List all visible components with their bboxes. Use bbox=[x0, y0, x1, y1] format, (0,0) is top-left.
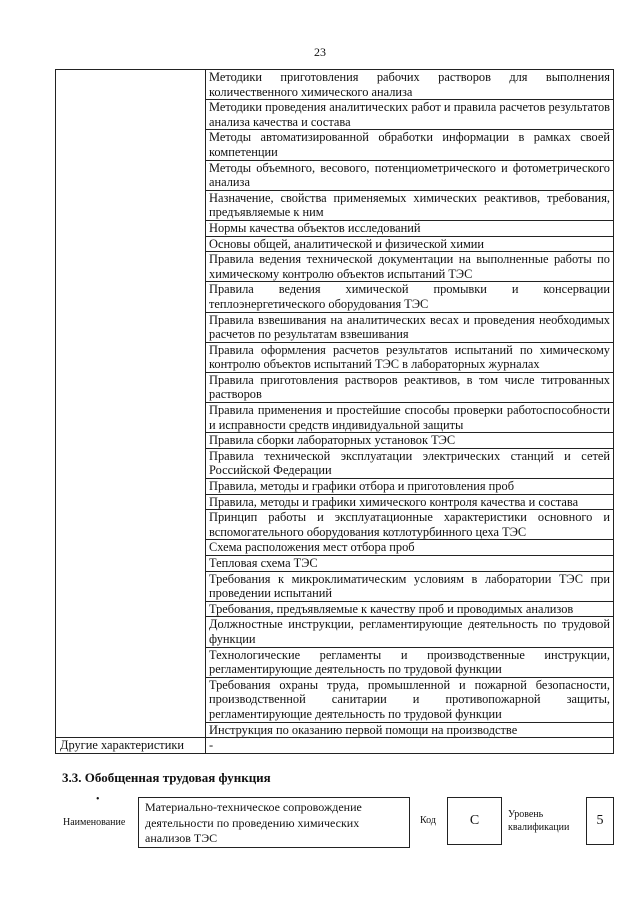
requirement-item: Правила технической эксплуатации электрических станций и сетей Российской Федерации bbox=[206, 448, 614, 478]
requirement-item: Методики проведения аналитических работ и правила расчетов результатов анализа качества и состава bbox=[206, 100, 614, 130]
requirement-item: Правила применения и простейшие способы проверки работоспособности и исправности средств индивидуальной защиты bbox=[206, 403, 614, 433]
requirement-item: Методики приготовления рабочих растворов для выполнения количественного химического анализа bbox=[206, 70, 614, 100]
knowledge-requirements-table bbox=[55, 69, 614, 754]
requirement-item: Инструкция по оказанию первой помощи на производстве bbox=[206, 722, 614, 738]
requirement-item: Методы объемного, весового, потенциометрического и фотометрического анализа bbox=[206, 160, 614, 190]
other-characteristics-row bbox=[56, 738, 614, 754]
requirement-item: Требования, предъявляемые к качеству проб и проводимых анализов bbox=[206, 601, 614, 617]
page-number: 23 bbox=[314, 45, 326, 59]
requirement-item: Правила приготовления растворов реактивов, в том числе титрованных растворов bbox=[206, 372, 614, 402]
requirement-item: Должностные инструкции, регламентирующие деятельность по трудовой функции bbox=[206, 617, 614, 647]
requirement-item: Правила взвешивания на аналитических весах и проведения необходимых расчетов по результатам взвешивания bbox=[206, 312, 614, 342]
knowledge-requirements-body bbox=[56, 70, 614, 754]
requirement-item: Схема расположения мест отбора проб bbox=[206, 540, 614, 556]
requirement-item: Принцип работы и эксплуатационные характеристики основного и вспомогательного оборудования котлотурбинного цеха ТЭС bbox=[206, 510, 614, 540]
function-name-box: Материально-техническое сопровождение деятельности по проведению химических анализов ТЭС bbox=[138, 797, 410, 848]
requirement-row bbox=[56, 70, 614, 100]
requirement-item: Правила сборки лабораторных установок ТЭС bbox=[206, 433, 614, 449]
requirement-item: Требования охраны труда, промышленной и пожарной безопасности, производственной санитарии и противопожарной защиты, регламентирующие деятельность по трудовой функции bbox=[206, 677, 614, 722]
requirement-item: Тепловая схема ТЭС bbox=[206, 556, 614, 572]
requirement-item: Правила оформления расчетов результатов испытаний по химическому контролю объектов испытаний ТЭС в лабораторных журналах bbox=[206, 342, 614, 372]
requirement-item: Требования к микроклиматическим условиям в лаборатории ТЭС при проведении испытаний bbox=[206, 571, 614, 601]
name-label: Наименование bbox=[63, 817, 126, 828]
other-characteristics-label: Другие характеристики bbox=[56, 738, 206, 754]
other-characteristics-value: - bbox=[206, 738, 614, 754]
requirement-item: Основы общей, аналитической и физической химии bbox=[206, 236, 614, 252]
requirement-item: Технологические регламенты и производственные инструкции, регламентирующие деятельность по трудовой функции bbox=[206, 647, 614, 677]
requirement-item: Нормы качества объектов исследований bbox=[206, 220, 614, 236]
code-label: Код bbox=[420, 815, 436, 826]
section-heading: 3.3. Обобщенная трудовая функция bbox=[62, 770, 271, 785]
requirement-item: Правила, методы и графики химического контроля качества и состава bbox=[206, 494, 614, 510]
requirements-label-cell bbox=[56, 70, 206, 738]
requirement-item: Назначение, свойства применяемых химических реактивов, требования, предъявляемые к ним bbox=[206, 190, 614, 220]
requirement-item: Правила ведения технической документации на выполненные работы по химическому контролю объектов испытаний ТЭС bbox=[206, 252, 614, 282]
scan-mark: • bbox=[96, 794, 100, 805]
requirement-item: Правила, методы и графики отбора и приготовления проб bbox=[206, 479, 614, 495]
requirement-item: Правила ведения химической промывки и консервации теплоэнергетического оборудования ТЭС bbox=[206, 282, 614, 312]
qualification-level-label: Уровень квалификации bbox=[508, 809, 570, 833]
code-value-box: C bbox=[447, 797, 502, 845]
qualification-level-box: 5 bbox=[586, 797, 614, 845]
requirement-item: Методы автоматизированной обработки информации в рамках своей компетенции bbox=[206, 130, 614, 160]
